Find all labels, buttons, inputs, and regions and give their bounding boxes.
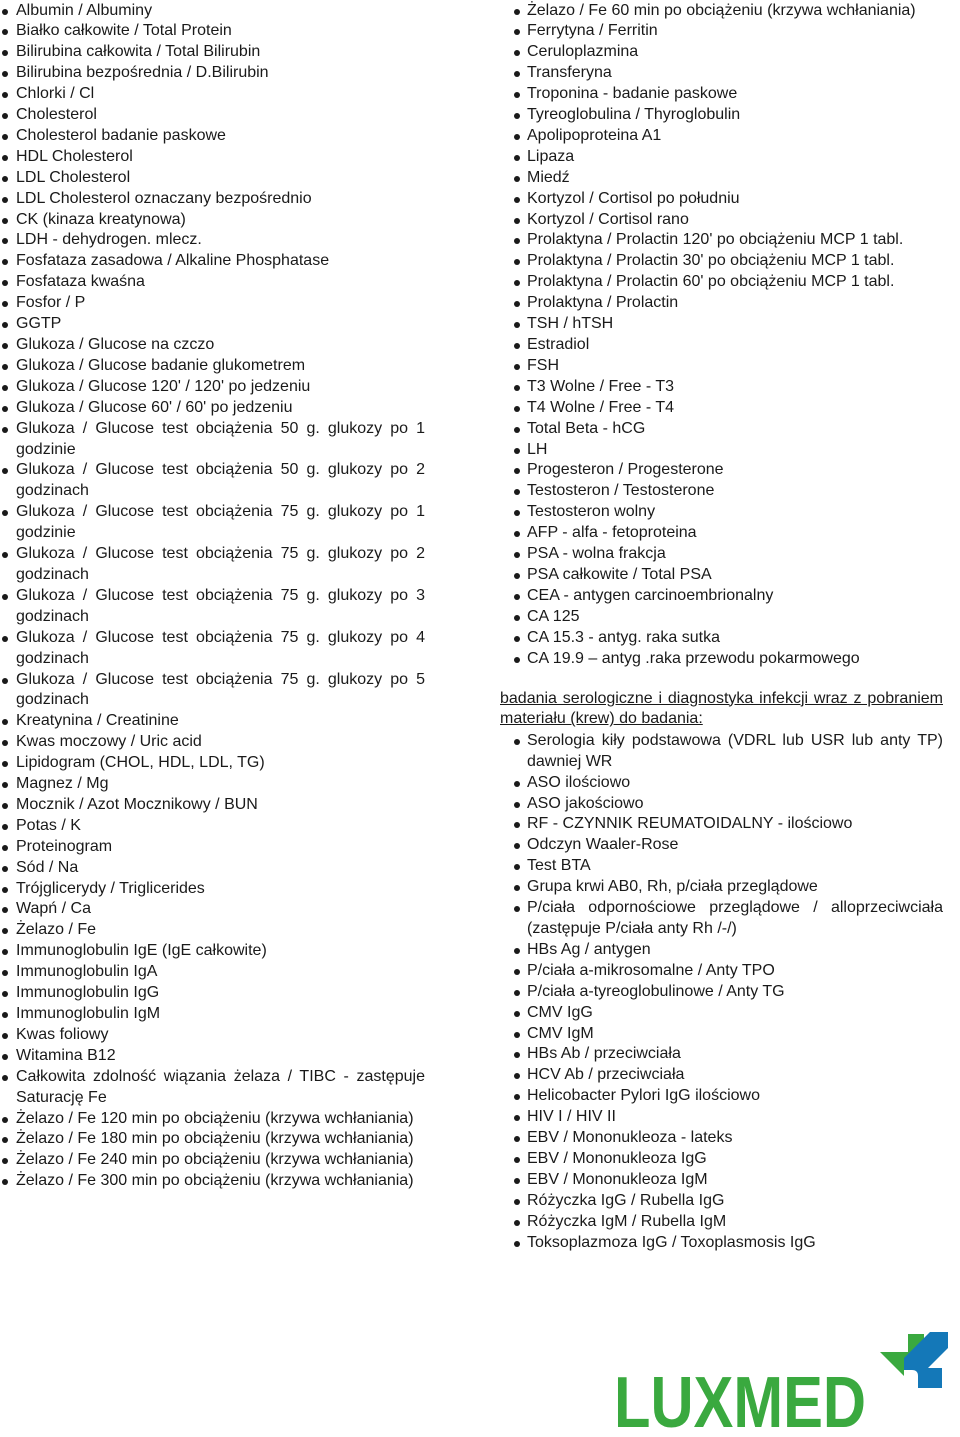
test-list-item: Progesteron / Progesterone bbox=[500, 460, 943, 481]
right-column bbox=[500, 0, 943, 1253]
test-list-item: Cholesterol bbox=[0, 105, 425, 126]
test-list-item: LDH - dehydrogen. mlecz. bbox=[0, 230, 425, 251]
test-list-item: Żelazo / Fe 60 min po obciążeniu (krzywa wchłaniania) bbox=[500, 1, 943, 22]
test-list-item: CK (kinaza kreatynowa) bbox=[0, 210, 425, 231]
test-list-item: AFP - alfa - fetoproteina bbox=[500, 523, 943, 544]
test-list-item: HDL Cholesterol bbox=[0, 147, 425, 168]
test-list-item: Glukoza / Glucose badanie glukometrem bbox=[0, 356, 425, 377]
serology-list-item: EBV / Mononukleoza IgM bbox=[500, 1170, 943, 1191]
serology-list-item: Grupa krwi AB0, Rh, p/ciała przeglądowe bbox=[500, 877, 943, 898]
right-test-list bbox=[500, 0, 943, 670]
test-list-item: Całkowita zdolność wiązania żelaza / TIBC - zastępuje Saturację Fe bbox=[0, 1067, 425, 1109]
test-list-item: Glukoza / Glucose 60' / 60' po jedzeniu bbox=[0, 398, 425, 419]
serology-list-item: P/ciała odpornościowe przeglądowe / alloprzeciwciała (zastępuje P/ciała anty Rh /-/) bbox=[500, 898, 943, 940]
test-list-item: GGTP bbox=[0, 314, 425, 335]
test-list-item: Miedź bbox=[500, 168, 943, 189]
test-list-item: Immunoglobulin IgG bbox=[0, 983, 425, 1004]
test-list-item: Prolaktyna / Prolactin 30' po obciążeniu MCP 1 tabl. bbox=[500, 251, 943, 272]
test-list-item: Troponina - badanie paskowe bbox=[500, 84, 943, 105]
test-list-item: Albumin / Albuminy bbox=[0, 1, 425, 22]
test-list-item: Kortyzol / Cortisol rano bbox=[500, 210, 943, 231]
serology-list-item: ASO jakościowo bbox=[500, 794, 943, 815]
test-list-item: Wapń / Ca bbox=[0, 899, 425, 920]
serology-list-item: Odczyn Waaler-Rose bbox=[500, 835, 943, 856]
serology-test-list bbox=[500, 730, 943, 1253]
test-list-item: Glukoza / Glucose test obciążenia 75 g. glukozy po 1 godzinie bbox=[0, 502, 425, 544]
serology-list-item: HIV I / HIV II bbox=[500, 1107, 943, 1128]
luxmed-logo bbox=[612, 1328, 952, 1432]
test-list-item: Magnez / Mg bbox=[0, 774, 425, 795]
test-list-item: Immunoglobulin IgE (IgE całkowite) bbox=[0, 941, 425, 962]
test-list-item: Total Beta - hCG bbox=[500, 419, 943, 440]
logo-wordmark: LUXMED bbox=[614, 1363, 866, 1432]
serology-list-item: P/ciała a-mikrosomalne / Anty TPO bbox=[500, 961, 943, 982]
test-list-item: Żelazo / Fe 120 min po obciążeniu (krzywa wchłaniania) bbox=[0, 1109, 425, 1130]
test-list-item: Immunoglobulin IgM bbox=[0, 1004, 425, 1025]
logo-mark-icon bbox=[880, 1332, 948, 1388]
test-list-item: Białko całkowite / Total Protein bbox=[0, 21, 425, 42]
test-list-item: Prolaktyna / Prolactin 120' po obciążeniu MCP 1 tabl. bbox=[500, 230, 943, 251]
test-list-item: CA 19.9 – antyg .raka przewodu pokarmowego bbox=[500, 649, 943, 670]
test-list-item: Glukoza / Glucose test obciążenia 75 g. glukozy po 4 godzinach bbox=[0, 628, 425, 670]
test-list-item: Potas / K bbox=[0, 816, 425, 837]
serology-list-item: HBs Ab / przeciwciała bbox=[500, 1044, 943, 1065]
test-list-item: FSH bbox=[500, 356, 943, 377]
test-list-item: Witamina B12 bbox=[0, 1046, 425, 1067]
test-list-item: Mocznik / Azot Mocznikowy / BUN bbox=[0, 795, 425, 816]
test-list-item: Chlorki / Cl bbox=[0, 84, 425, 105]
left-test-list bbox=[0, 0, 425, 1192]
serology-list-item: Toksoplazmoza IgG / Toxoplasmosis IgG bbox=[500, 1233, 943, 1254]
test-list-item: Fosfataza kwaśna bbox=[0, 272, 425, 293]
test-list-item: Sód / Na bbox=[0, 858, 425, 879]
serology-list-item: Różyczka IgM / Rubella IgM bbox=[500, 1212, 943, 1233]
test-list-item: Bilirubina bezpośrednia / D.Bilirubin bbox=[0, 63, 425, 84]
test-list-item: Tyreoglobulina / Thyroglobulin bbox=[500, 105, 943, 126]
test-list-item: Lipaza bbox=[500, 147, 943, 168]
test-list-item: Estradiol bbox=[500, 335, 943, 356]
test-list-item: Kortyzol / Cortisol po południu bbox=[500, 189, 943, 210]
serology-list-item: CMV IgM bbox=[500, 1024, 943, 1045]
test-list-item: Kreatynina / Creatinine bbox=[0, 711, 425, 732]
serology-list-item: CMV IgG bbox=[500, 1003, 943, 1024]
test-list-item: Prolaktyna / Prolactin bbox=[500, 293, 943, 314]
test-list-item: LDL Cholesterol oznaczany bezpośrednio bbox=[0, 189, 425, 210]
test-list-item: Apolipoproteina A1 bbox=[500, 126, 943, 147]
test-list-item: Kwas moczowy / Uric acid bbox=[0, 732, 425, 753]
serology-list-item: ASO ilościowo bbox=[500, 773, 943, 794]
test-list-item: PSA - wolna frakcja bbox=[500, 544, 943, 565]
left-column bbox=[0, 0, 425, 1192]
test-list-item: Żelazo / Fe 300 min po obciążeniu (krzywa wchłaniania) bbox=[0, 1171, 425, 1192]
test-list-item: Prolaktyna / Prolactin 60' po obciążeniu MCP 1 tabl. bbox=[500, 272, 943, 293]
test-list-item: CA 15.3 - antyg. raka sutka bbox=[500, 628, 943, 649]
test-list-item: Testosteron / Testosterone bbox=[500, 481, 943, 502]
test-list-item: Glukoza / Glucose test obciążenia 75 g. glukozy po 2 godzinach bbox=[0, 544, 425, 586]
test-list-item: Lipidogram (CHOL, HDL, LDL, TG) bbox=[0, 753, 425, 774]
serology-heading: badania serologiczne i diagnostyka infekcji wraz z pobraniem materiału (krew) do badania: bbox=[500, 689, 943, 728]
serology-list-item: EBV / Mononukleoza IgG bbox=[500, 1149, 943, 1170]
test-list-item: Glukoza / Glucose 120' / 120' po jedzeniu bbox=[0, 377, 425, 398]
test-list-item: Immunoglobulin IgA bbox=[0, 962, 425, 983]
test-list-item: Glukoza / Glucose na czczo bbox=[0, 335, 425, 356]
test-list-item: T4 Wolne / Free - T4 bbox=[500, 398, 943, 419]
test-list-item: Glukoza / Glucose test obciążenia 75 g. glukozy po 3 godzinach bbox=[0, 586, 425, 628]
serology-list-item: P/ciała a-tyreoglobulinowe / Anty TG bbox=[500, 982, 943, 1003]
test-list-item: Ferrytyna / Ferritin bbox=[500, 21, 943, 42]
test-list-item: T3 Wolne / Free - T3 bbox=[500, 377, 943, 398]
test-list-item: Kwas foliowy bbox=[0, 1025, 425, 1046]
test-list-item: Trójglicerydy / Triglicerides bbox=[0, 879, 425, 900]
test-list-item: Testosteron wolny bbox=[500, 502, 943, 523]
serology-list-item: HCV Ab / przeciwciała bbox=[500, 1065, 943, 1086]
test-list-item: LH bbox=[500, 440, 943, 461]
serology-list-item: Helicobacter Pylori IgG ilościowo bbox=[500, 1086, 943, 1107]
test-list-item: Fosfor / P bbox=[0, 293, 425, 314]
test-list-item: Żelazo / Fe 180 min po obciążeniu (krzywa wchłaniania) bbox=[0, 1129, 425, 1150]
test-list-item: Cholesterol badanie paskowe bbox=[0, 126, 425, 147]
serology-list-item: Różyczka IgG / Rubella IgG bbox=[500, 1191, 943, 1212]
serology-list-item: RF - CZYNNIK REUMATOIDALNY - ilościowo bbox=[500, 814, 943, 835]
test-list-item: Żelazo / Fe 240 min po obciążeniu (krzywa wchłaniania) bbox=[0, 1150, 425, 1171]
test-list-item: CEA - antygen carcinoembrionalny bbox=[500, 586, 943, 607]
test-list-item: Transferyna bbox=[500, 63, 943, 84]
serology-list-item: EBV / Mononukleoza - lateks bbox=[500, 1128, 943, 1149]
serology-list-item: Serologia kiły podstawowa (VDRL lub USR lub anty TP) dawniej WR bbox=[500, 731, 943, 773]
test-list-item: PSA całkowite / Total PSA bbox=[500, 565, 943, 586]
serology-list-item: Test BTA bbox=[500, 856, 943, 877]
serology-list-item: HBs Ag / antygen bbox=[500, 940, 943, 961]
test-list-item: TSH / hTSH bbox=[500, 314, 943, 335]
test-list-item: LDL Cholesterol bbox=[0, 168, 425, 189]
test-list-item: Żelazo / Fe bbox=[0, 920, 425, 941]
test-list-item: Bilirubina całkowita / Total Bilirubin bbox=[0, 42, 425, 63]
test-list-item: CA 125 bbox=[500, 607, 943, 628]
test-list-item: Glukoza / Glucose test obciążenia 50 g. glukozy po 2 godzinach bbox=[0, 460, 425, 502]
test-list-item: Glukoza / Glucose test obciążenia 50 g. glukozy po 1 godzinie bbox=[0, 419, 425, 461]
test-list-item: Ceruloplazmina bbox=[500, 42, 943, 63]
test-list-item: Glukoza / Glucose test obciążenia 75 g. glukozy po 5 godzinach bbox=[0, 670, 425, 712]
test-list-item: Proteinogram bbox=[0, 837, 425, 858]
test-list-item: Fosfataza zasadowa / Alkaline Phosphatase bbox=[0, 251, 425, 272]
